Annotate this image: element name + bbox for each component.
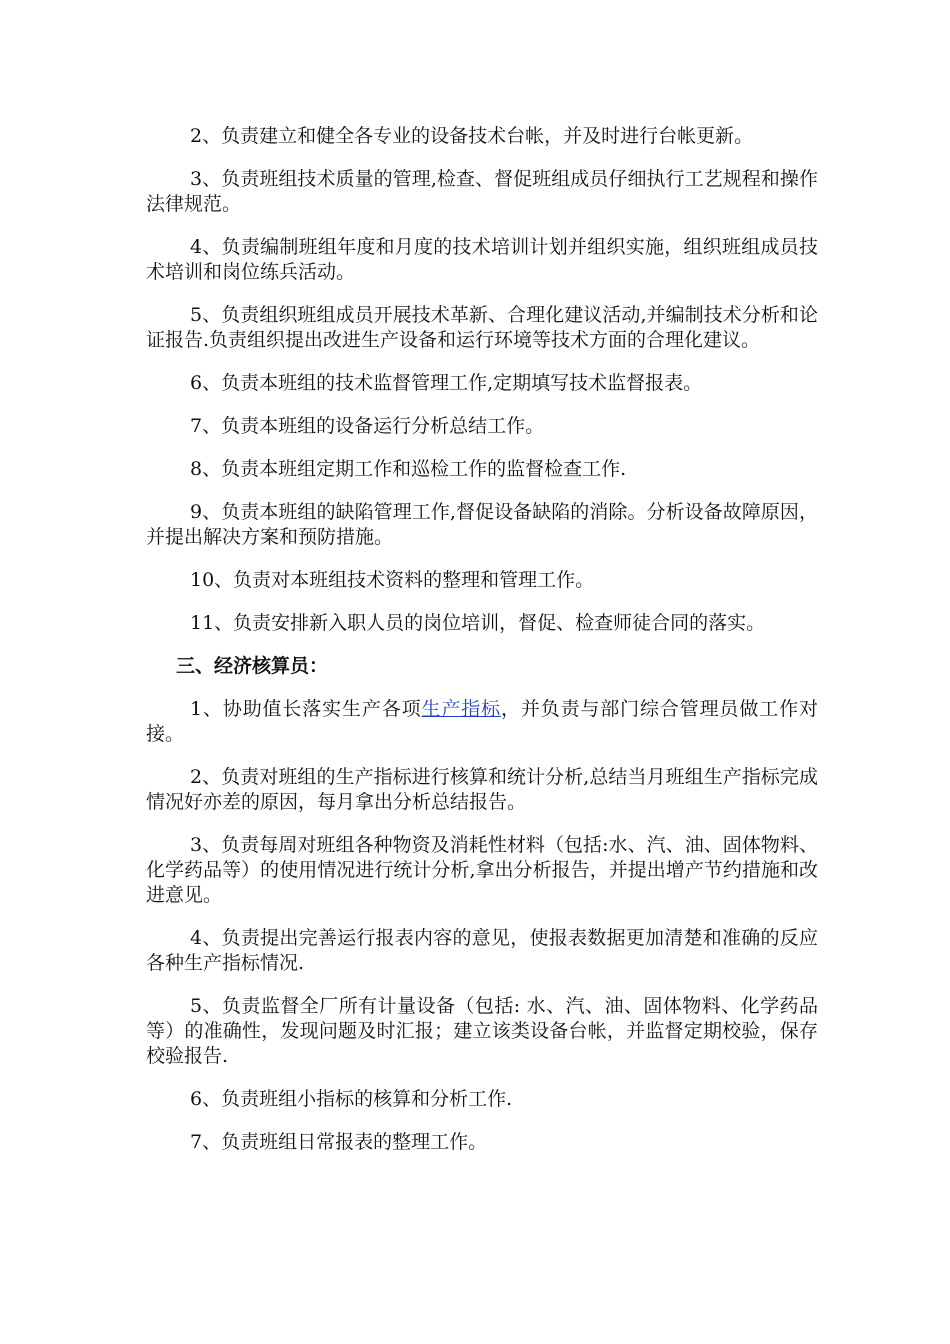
econ-item-1-text-before: 1、协助值长落实生产各项	[190, 698, 422, 720]
document-page	[146, 120, 818, 1155]
paragraph-item-3: 3、负责班组技术质量的管理,检查、督促班组成员仔细执行工艺规程和操作法律规范。	[146, 168, 818, 215]
paragraph-econ-item-6: 6、负责班组小指标的核算和分析工作.	[190, 1088, 513, 1110]
paragraph-item-7: 7、负责本班组的设备运行分析总结工作。	[190, 415, 545, 437]
paragraph-item-2: 2、负责建立和健全各专业的设备技术台帐，并及时进行台帐更新。	[190, 125, 754, 147]
paragraph-item-4: 4、负责编制班组年度和月度的技术培训计划并组织实施，组织班组成员技术培训和岗位练兵活动。	[146, 236, 818, 283]
paragraph-econ-item-4: 4、负责提出完善运行报表内容的意见，使报表数据更加清楚和准确的反应各种生产指标情况.	[146, 927, 818, 974]
section-heading-economic-accountant: 三、经济核算员：	[176, 655, 329, 677]
production-indicators-link[interactable]: 生产指标	[421, 698, 501, 720]
paragraph-item-10: 10、负责对本班组技术资料的整理和管理工作。	[190, 569, 595, 591]
paragraph-item-11: 11、负责安排新入职人员的岗位培训，督促、检查师徒合同的落实。	[190, 612, 766, 634]
paragraph-econ-item-3: 3、负责每周对班组各种物资及消耗性材料（包括:水、汽、油、固体物料、化学药品等）的使用情况进行统计分析,拿出分析报告，并提出增产节约措施和改进意见。	[146, 834, 818, 906]
paragraph-econ-item-5: 5、负责监督全厂所有计量设备（包括: 水、汽、油、固体物料、化学药品等）的准确性，发现问题及时汇报；建立该类设备台帐，并监督定期校验，保存校验报告.	[146, 995, 818, 1067]
paragraph-item-5: 5、负责组织班组成员开展技术革新、合理化建议活动,并编制技术分析和论证报告.负责组织提出改进生产设备和运行环境等技术方面的合理化建议。	[146, 304, 818, 351]
paragraph-item-8: 8、负责本班组定期工作和巡检工作的监督检查工作.	[190, 458, 627, 480]
paragraph-item-6: 6、负责本班组的技术监督管理工作,定期填写技术监督报表。	[190, 372, 703, 394]
econ-item-1-text-after: ，并负责与部门综合管理员做工作对接。	[146, 698, 818, 745]
paragraph-econ-item-7: 7、负责班组日常报表的整理工作。	[190, 1131, 488, 1153]
paragraph-econ-item-2: 2、负责对班组的生产指标进行核算和统计分析,总结当月班组生产指标完成情况好亦差的原因，每月拿出分析总结报告。	[146, 766, 818, 813]
paragraph-econ-item-1	[146, 697, 818, 747]
paragraph-item-9: 9、负责本班组的缺陷管理工作,督促设备缺陷的消除。分析设备故障原因，并提出解决方案和预防措施。	[146, 501, 818, 548]
